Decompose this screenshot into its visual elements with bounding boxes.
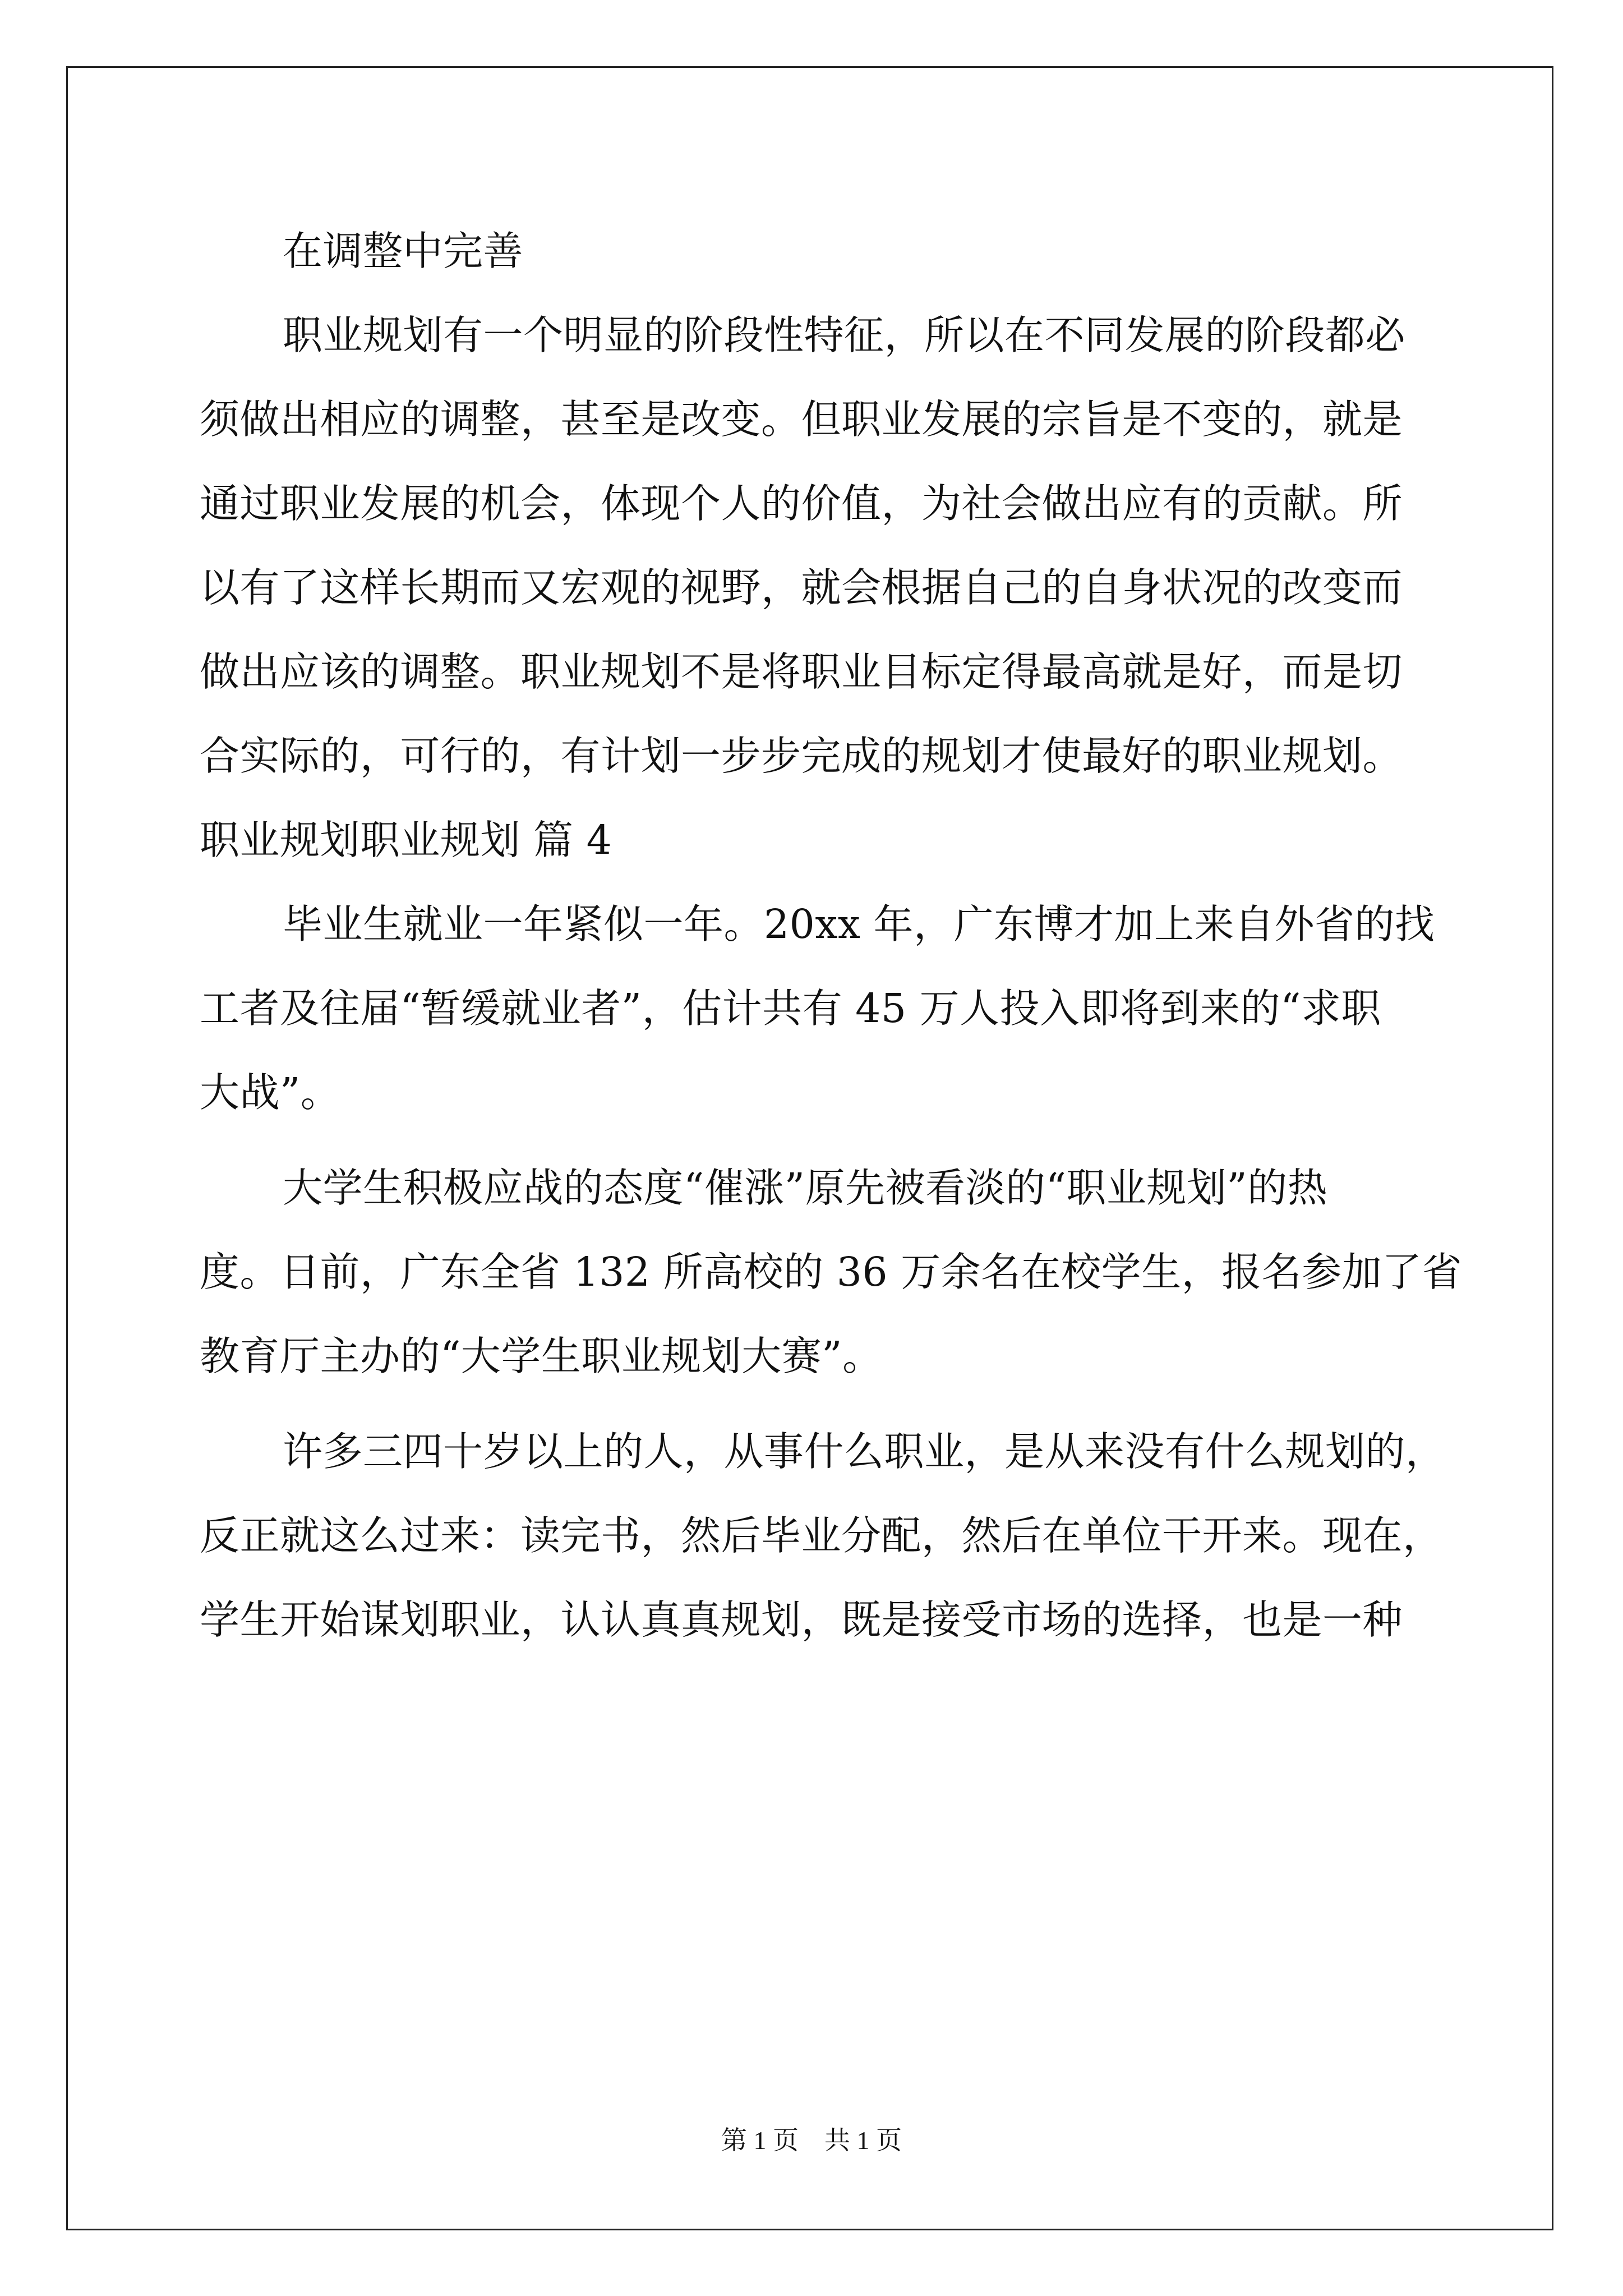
paragraph-line: 工者及往届“暂缓就业者”，估计共有 45 万人投入即将到来的“求职 (200, 985, 1381, 1032)
paragraph-line: 大战”。 (200, 1069, 341, 1116)
paragraph-line: 做出应该的调整。职业规划不是将职业目标定得最高就是好，而是切 (200, 648, 1403, 695)
article-title: 职业规划职业规划 篇 4 (200, 817, 612, 863)
paragraph-line: 以有了这样长期而又宏观的视野，就会根据自己的自身状况的改变而 (200, 564, 1403, 611)
paragraph-line: 教育厅主办的“大学生职业规划大赛”。 (200, 1333, 883, 1379)
paragraph-line: 反正就这么过来：读完书，然后毕业分配，然后在单位干开来。现在， (200, 1512, 1443, 1559)
paragraph-line: 许多三四十岁以上的人，从事什么职业，是从来没有什么规划的， (283, 1428, 1446, 1475)
paragraph-line: 学生开始谋划职业，认认真真规划，既是接受市场的选择，也是一种 (200, 1596, 1403, 1643)
page-number: 第 1 页 共 1 页 (721, 2126, 902, 2155)
paragraph-line: 须做出相应的调整，甚至是改变。但职业发展的宗旨是不变的，就是 (200, 396, 1403, 443)
paragraph-line: 职业规划有一个明显的阶段性特征，所以在不同发展的阶段都必 (283, 312, 1406, 358)
paragraph-line: 合实际的，可行的，有计划一步步完成的规划才使最好的职业规划。 (200, 733, 1403, 779)
paragraph-line: 度。日前，广东全省 132 所高校的 36 万余名在校学生，报名参加了省 (200, 1249, 1463, 1295)
paragraph-line: 大学生积极应战的态度“催涨”原先被看淡的“职业规划”的热 (283, 1165, 1328, 1211)
paragraph-line: 通过职业发展的机会，体现个人的价值，为社会做出应有的贡献。所 (200, 480, 1403, 527)
section-heading: 在调整中完善 (283, 228, 524, 274)
paragraph-line: 毕业生就业一年紧似一年。20xx 年，广东博才加上来自外省的找 (283, 901, 1435, 947)
